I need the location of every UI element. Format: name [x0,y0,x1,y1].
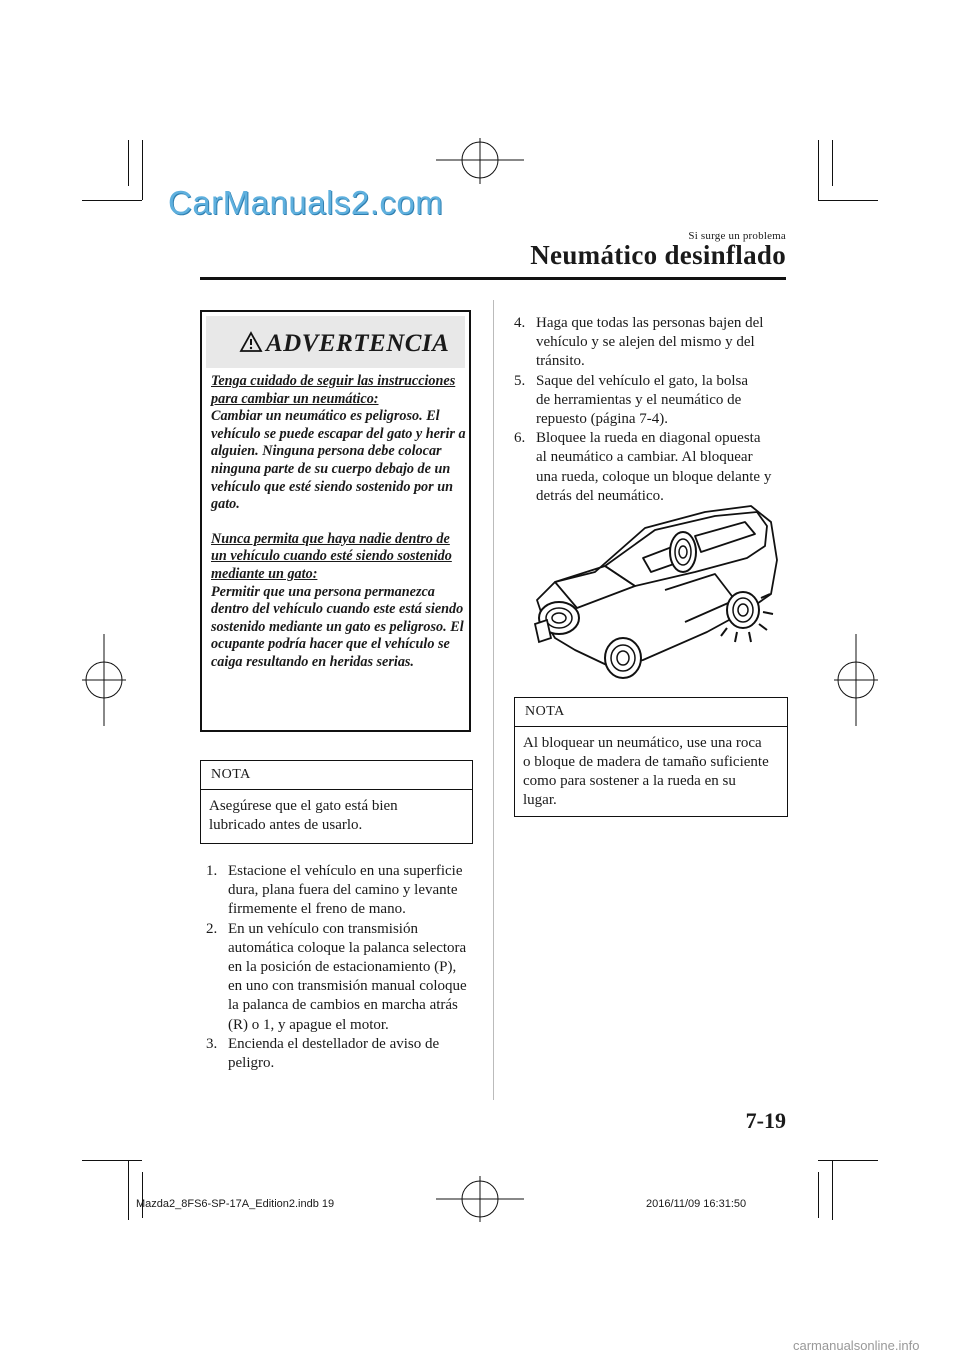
list-item [514,429,790,506]
page-title: Neumático desinflado [530,240,786,270]
list-item [206,920,482,1035]
step-line: detrás del neumático. [536,487,664,504]
list-item [514,314,790,372]
warning-body-2: Permitir que una persona permanezca dentro del vehículo cuando este está siendo sostenido mediante un gato es peligroso. El ocupante podría hacer que el vehículo se caiga resultando en heridas serias. [211,583,464,670]
warning-heading-2: Nunca permita que haya nadie dentro de un vehículo cuando esté siendo sostenido mediante un gato: [211,530,452,582]
note-divider [515,726,787,727]
note-line: como para sostener a la rueda en su [523,773,736,789]
step-line: al neumático a cambiar. Al bloquear [536,449,753,466]
note-title: NOTA [211,767,251,782]
watermark: CarManuals2.com [168,184,444,221]
section-label: Si surge un problema [688,230,786,242]
note-line: Asegúrese que el gato está bien [209,798,398,814]
warning-box [200,310,471,732]
step-line: de herramientas y el neumático de [536,391,742,408]
step-line: firmemente el freno de mano. [228,901,406,918]
warning-body-1: Cambiar un neumático es peligroso. El vehículo se puede escapar del gato y herir a alguien. Ninguna persona debe colocar ninguna parte de su cuerpo debajo de un vehículo que esté siendo sostenido por un gato. [211,408,466,513]
car-wheel-block-illustration [515,500,785,680]
step-number: 5. [514,372,526,389]
page-number: 7-19 [745,1108,786,1133]
footer-file: Mazda2_8FS6-SP-17A_Edition2.indb 19 [136,1198,335,1210]
step-line: peligro. [228,1055,275,1072]
list-item [206,1035,482,1073]
header-rule [200,277,786,280]
footer-timestamp: 2016/11/09 16:31:50 [646,1198,747,1210]
step-line: repuesto (página 7-4). [536,411,669,428]
step-line: automática coloque la palanca selectora [228,939,467,956]
steps-list-right [514,314,790,506]
step-number: 6. [514,430,526,447]
steps-list-left [206,862,482,1073]
note-line: lugar. [523,792,557,808]
note-line: Al bloquear un neumático, use una roca [523,735,762,751]
step-line: Estacione el vehículo en una superficie [228,863,463,879]
note-line: lubricado antes de usarlo. [209,817,363,833]
step-line: una rueda, coloque un bloque delante y [536,468,772,485]
step-line: (R) o 1, y apague el motor. [228,1016,389,1033]
footer-brand: carmanualsonline.info [793,1338,920,1353]
step-line: Haga que todas las personas bajen del [536,315,764,331]
list-item [206,862,482,920]
step-line: tránsito. [536,353,585,370]
step-line: la palanca de cambios en marcha atrás [228,997,458,1014]
note-divider [201,789,472,790]
step-line: vehículo y se alejen del mismo y del [536,334,755,351]
warning-header [206,316,465,368]
note-line: o bloque de madera de tamaño suficiente [523,754,769,770]
note-title: NOTA [525,704,565,719]
column-divider [493,300,494,1100]
step-line: en uno con transmisión manual coloque [228,978,467,995]
step-number: 1. [206,863,218,879]
warning-triangle-icon [239,331,263,353]
step-line: En un vehículo con transmisión [228,920,418,937]
step-line: dura, plana fuera del camino y levante [228,882,458,899]
step-number: 3. [206,1035,218,1052]
step-line: Saque del vehículo el gato, la bolsa [536,372,749,389]
list-item [514,372,790,430]
step-line: Encienda el destellador de aviso de [228,1035,440,1052]
step-number: 4. [514,315,526,331]
note-text [523,734,769,810]
step-line: en la posición de estacionamiento (P), [228,959,457,976]
step-number: 2. [206,920,218,937]
warning-heading-1: Tenga cuidado de seguir las instrucciones para cambiar un neumático: [211,373,456,407]
step-line: Bloquee la rueda en diagonal opuesta [536,430,761,447]
note-text [209,797,398,835]
note-box-right [514,697,788,817]
note-box-left [200,760,473,844]
warning-text [211,373,466,672]
warning-title: ADVERTENCIA [266,330,450,357]
